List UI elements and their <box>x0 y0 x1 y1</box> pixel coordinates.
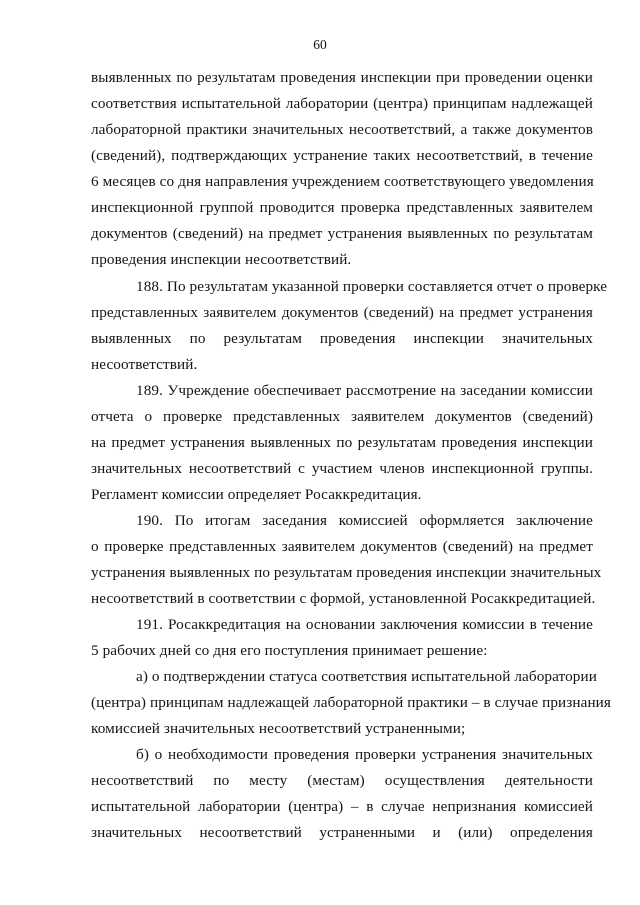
text-line: значительных несоответствий с участием членов инспекционной группы. <box>91 460 593 477</box>
item-a-first-line: а) о подтверждении статуса соответствия испытательной лаборатории <box>136 668 597 685</box>
text-line: соответствия испытательной лаборатории (центра) принципам надлежащей <box>91 95 593 112</box>
text-line: инспекционной группой проводится проверка представленных заявителем <box>91 199 593 216</box>
text-line: выявленных по результатам проведения инспекции при проведении оценки <box>91 69 593 86</box>
text-line: на предмет устранения выявленных по результатам проведения инспекции <box>91 434 593 451</box>
text-line: несоответствий в соответствии с формой, установленной Росаккредитацией. <box>91 590 596 607</box>
text-line: 5 рабочих дней со дня его поступления принимает решение: <box>91 642 488 659</box>
text-line: представленных заявителем документов (сведений) на предмет устранения <box>91 304 593 321</box>
text-line: комиссией значительных несоответствий устраненными; <box>91 720 466 737</box>
text-line: (сведений), подтверждающих устранение таких несоответствий, в течение <box>91 147 593 164</box>
text-line: лабораторной практики значительных несоответствий, а также документов <box>91 121 593 138</box>
text-line: испытательной лаборатории (центра) – в случае непризнания комиссией <box>91 798 593 815</box>
text-line: о проверке представленных заявителем документов (сведений) на предмет <box>91 538 593 555</box>
text-line: Регламент комиссии определяет Росаккредитация. <box>91 486 422 503</box>
text-line: выявленных по результатам проведения инспекции значительных <box>91 330 593 347</box>
item-b-first-line: б) о необходимости проведения проверки устранения значительных <box>136 746 593 763</box>
text-line: несоответствий. <box>91 356 198 373</box>
paragraph-188-first-line: 188. По результатам указанной проверки составляется отчет о проверке <box>136 278 608 295</box>
text-line: (центра) принципам надлежащей лабораторной практики – в случае признания <box>91 694 611 711</box>
text-line: 6 месяцев со дня направления учреждением соответствующего уведомления <box>91 173 594 190</box>
paragraph-189-first-line: 189. Учреждение обеспечивает рассмотрение на заседании комиссии <box>136 382 593 399</box>
text-line: значительных несоответствий устраненными и (или) определения <box>91 824 593 841</box>
paragraph-191-first-line: 191. Росаккредитация на основании заключения комиссии в течение <box>136 616 593 633</box>
page-number: 60 <box>313 37 327 52</box>
text-line: документов (сведений) на предмет устранения выявленных по результатам <box>91 225 593 242</box>
text-line: проведения инспекции несоответствий. <box>91 251 352 268</box>
text-line: отчета о проверке представленных заявителем документов (сведений) <box>91 408 593 425</box>
text-line: устранения выявленных по результатам проведения инспекции значительных <box>91 564 602 581</box>
text-line: несоответствий по месту (местам) осуществления деятельности <box>91 772 593 789</box>
paragraph-190-first-line: 190. По итогам заседания комиссией оформляется заключение <box>136 512 593 529</box>
